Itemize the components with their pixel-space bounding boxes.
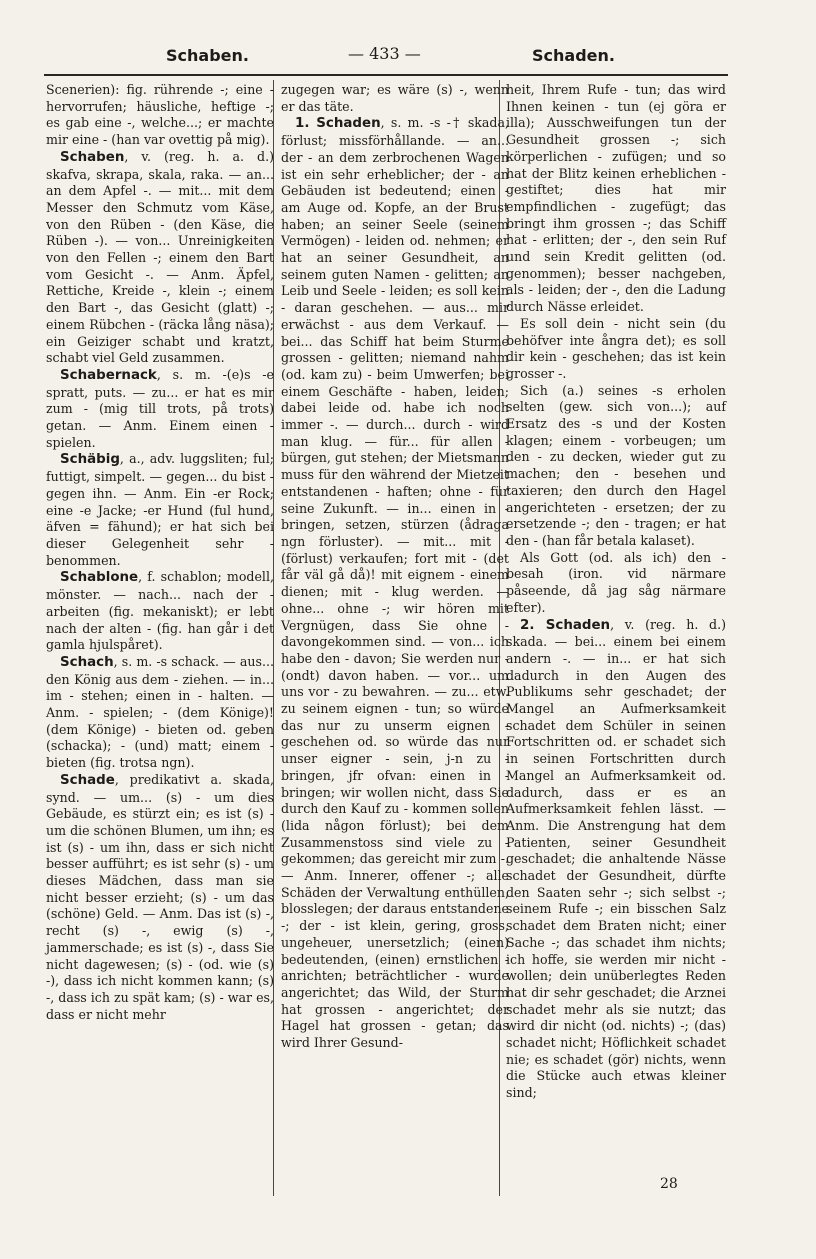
- entry-text: Es soll dein - nicht sein (du behöfver inte ångra det); es soll dir kein - geschehen; das ist kein grosser -.: [506, 315, 726, 381]
- entry-schabernack: Schabernack, s. m. -(e)s -e spratt, puts. — zu... er hat es mir zum - (mig till trots, på trots) getan. — Anm. Einem einen - spielen.: [46, 366, 274, 450]
- entry-schaebig: Schäbig, a., adv. luggsliten; ful; futtigt, simpelt. — gegen... du bist - gegen ihn. — Anm. Ein -er Rock; eine -e Jacke; -er Hund (ful hund, äfven = fähund); er hat sich bei dieser Gelegenheit sehr - benommen.: [46, 451, 274, 568]
- headword: Schablone: [60, 570, 139, 586]
- headword: 2. Schaden: [520, 617, 611, 633]
- entry-text: zugegen war; es wäre (s) -, wenn er das täte.: [281, 82, 509, 114]
- headword: Schach: [60, 654, 114, 670]
- headword: Schäbig: [60, 452, 120, 468]
- entry-schach: Schach, s. m. -s schack. — aus... den König aus dem - ziehen. — in... im - stehen; einen in - halten. — Anm. - spielen; - (dem Könige)! (dem Könige) - bieten od. geben (schacka); - (und) matt; einem - bieten (fig. trotsa ngn).: [46, 653, 274, 771]
- column-1: [46, 82, 274, 1023]
- header-left-guide-word: Schaben.: [166, 46, 249, 65]
- header-right-guide-word: Schaden.: [532, 46, 615, 65]
- entry-text: heit, Ihrem Rufe - tun; das wird Ihnen keinen - tun (ej göra er illa); Ausschweifungen tun der Gesundheit grossen -; sich körperlichen - zufügen; und so hat der Blitz keinen erheblichen - gestiftet; dies hat mir empfindlichen - zugefügt; das bringt ihm grossen -; das Schiff hat - erlitten; der -, den sein Ruf und sein Kredit gelitten (od. genommen); besser nachgeben, als - leiden; der -, den die Ladung durch Nässe erleidet.: [506, 82, 726, 315]
- entry-schaden-noun: 1. Schaden, s. m. -s -† skada, förlust; missförhållande. — an... der - an dem zerbrochenen Wagen ist ein sehr erheblicher; der - an Gebäuden ist bedeutend; einen - am Auge od. Kopfe, an der Brust haben; an seiner Seele (seinem Vermögen) - leiden od. nehmen; er hat an seiner Gesundheit, an seinem guten Namen - gelitten; an Leib und Seele - leiden; es soll kein - daran geschehen. — aus... mir erwächst - aus dem Verkauf. — bei... das Schiff hat beim Sturme grossen - gelitten; niemand nahm (od. kam zu) - beim Umwerfen; bei einem Geschäfte - haben, leiden; dabei leide od. habe ich noch immer -. — durch... durch - wird man klug. — für... für allen - bürgen, gut stehen; der Mietsmann muss für den während der Mietzeit entstandenen - haften; ohne - für seine Zukunft. — in... einen in - bringen, setzen, stürzen (ådraga ngn förluster). — mit... mit - (förlust) verkaufen; fort mit - (det får väl gå då)! mit eignem - einem dienen; mit - klug werden. — ohne... ohne -; wir hören mit Vergnügen, dass Sie ohne - davongekommen sind. — von... ich habe den - davon; Sie werden nur - (ondt) davon haben. — vor... um uns vor - zu bewahren. — zu... etw. zu seinem eignen - tun; so würde das nur zu unserm eignen - geschehen od. so würde das nur unser eigner - sein, j-n zu - bringen, jfr ofvan: einen in - bringen; wir wollen nicht, dass Sie durch den Kauf zu - kommen sollen (lida någon förlust); bei dem Zusammenstoss sind viele zu - gekommen; das gereicht mir zum -. — Anm. Innerer, offener -; alle Schäden der Verwaltung enthüllen, blosslegen; der daraus entstandene -; der - ist klein, gering, gross, ungeheuer, unersetzlich; (einen) bedeutenden, (einen) ernstlichen - anrichten; beträchtlicher - wurde angerichtet; das Wild, der Sturm hat grossen - angerichtet; der Hagel hat grossen - getan; das wird Ihrer Gesund-: [281, 115, 510, 1051]
- entry-text: Sich (a.) seines -s erholen selten (gew. sich von...); auf Ersatz des -s und der Kosten klagen; einem - vorbeugen; um den - zu decken, wieder gut zu machen; den - besehen und taxieren; den durch den Hagel angerichteten - ersetzen; der zu ersetzende -; den - tragen; er hat den - (han får betala kalaset).: [506, 382, 726, 548]
- header-rule: [44, 74, 728, 76]
- entry-schablone: Schablone, f. schablon; modell, mönster. — nach... nach der - arbeiten (fig. mekaniskt); er lebt nach der alten - (fig. han går i det gamla hjulspåret).: [46, 569, 274, 653]
- headword: Schade: [60, 772, 115, 788]
- entry-schaden-verb: 2. Schaden, v. (reg. h. d.) skada. — bei... einem bei einem andern -. — in... er hat sich dadurch in den Augen des Publikums sehr geschadet; der Mangel an Aufmerksamkeit schadet dem Schüler in seinen Fortschritten od. er schadet sich in seinen Fortschritten durch Mangel an Aufmerksamkeit od. dadurch, dass er es an Aufmerksamkeit fehlen lässt. — Anm. Die Anstrengung hat dem Patienten, seiner Gesundheit geschadet; die anhaltende Nässe schadet der Gesundheit, dürfte den Saaten sehr -; sich selbst -; seinem Rufe -; ein bisschen Salz schadet dem Braten nicht; einer Sache -; das schadet ihm nichts; ich hoffe, sie werden mir nicht - wollen; dein unüberlegtes Reden hat dir sehr geschadet; die Arznei schadet mehr als sie nutzt; das wird dir nicht (od. nichts) -; (das) schadet nicht; Höflichkeit schadet nie; es schadet (gör) nichts, wenn die Stücke auch etwas kleiner sind;: [506, 616, 727, 1101]
- entry-text: Scenerien): fig. rührende -; eine - hervorrufen; häusliche, heftige -; es gab eine -, welche...; er machte mir eine - (han var ovettig på mig).: [46, 82, 274, 148]
- headword: 1. Schaden: [295, 116, 381, 132]
- headword: Schabernack: [60, 367, 157, 383]
- headword: Schaben: [60, 149, 125, 165]
- page-number-header: — 433 —: [348, 44, 421, 63]
- column-2: [281, 82, 509, 1052]
- column-3: [506, 82, 726, 1102]
- entry-schade: Schade, predikativt a. skada, synd. — um... (s) - um dies Gebäude, es stürzt ein; es ist (s) - um die schönen Blumen, um ihn; es ist (s) - um ihn, dass er sich nicht besser aufführt; es ist sehr (s) - um dieses Mädchen, dass man sie nicht besser erzieht; (s) - um das (schöne) Geld. — Anm. Das ist (s) -, recht (s) -, ewig (s) -, jammerschade; es ist (s) -, dass Sie nicht dagewesen; (s) - (od. wie (s) -), dass ich nicht kommen kann; (s) -, dass ich zu spät kam; (s) - war es, dass er nicht mehr: [46, 771, 274, 1022]
- running-header: [40, 42, 728, 70]
- entry-text: Als Gott (od. als ich) den - besah (iron. vid närmare påseende, då jag såg närmare efter).: [506, 549, 726, 615]
- signature-number: 28: [660, 1176, 678, 1192]
- entry-schaben: Schaben, v. (reg. h. a. d.) skafva, skrapa, skala, raka. — an... an dem Apfel -. — mit... mit dem Messer den Schmutz vom Käse, von den Rüben - (den Käse, die Rüben -). — von... Unreinigkeiten von den Fellen -; einem den Bart vom Gesicht -. — Anm. Äpfel, Rettiche, Kreide -, klein -; einem den Bart -, das Gesicht (glatt) -; einem Rübchen - (räcka lång näsa); ein Geiziger schabt und kratzt, schabt viel Geld zusammen.: [46, 148, 274, 366]
